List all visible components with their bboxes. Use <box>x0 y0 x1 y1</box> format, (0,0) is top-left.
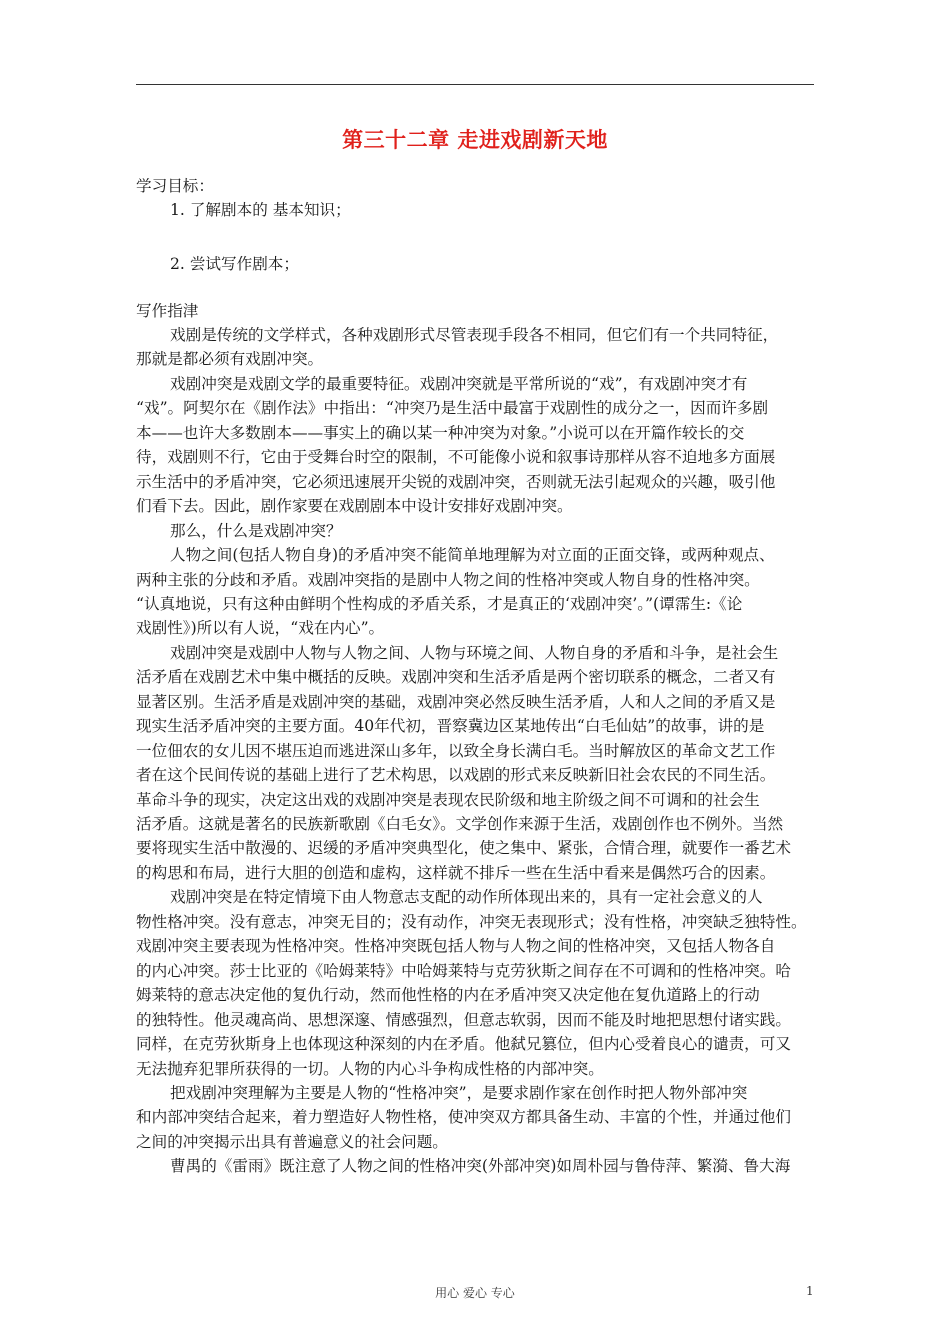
page-number: 1 <box>806 1284 814 1298</box>
paragraph-line: 那就是都必须有戏剧冲突。 <box>136 350 324 369</box>
paragraph-line: 示生活中的矛盾冲突，它必须迅速展开尖锐的戏剧冲突，否则就无法引起观众的兴趣，吸引他 <box>136 472 776 491</box>
guide-heading: 写作指津 <box>136 302 199 320</box>
objectives-heading: 学习目标： <box>136 177 214 195</box>
paragraph-line: “戏”。阿契尔在《剧作法》中指出：“冲突乃是生活中最富于戏剧性的成分之一，因而许多剧 <box>136 399 769 418</box>
paragraph-line: 和内部冲突结合起来，着力塑造好人物性格，使冲突双方都具备生动、丰富的个性，并通过他们 <box>136 1108 791 1127</box>
paragraph-line: 戏剧冲突是在特定情境下由人物意志支配的动作所体现出来的，具有一定社会意义的人 <box>170 888 763 907</box>
paragraph-line: 一位佃农的女儿因不堪压迫而逃进深山多年，以致全身长满白毛。当时解放区的革命文艺工作 <box>136 741 776 760</box>
paragraph-line: 活矛盾在戏剧艺术中集中概括的反映。戏剧冲突和生活矛盾是两个密切联系的概念，二者又有 <box>136 668 776 687</box>
paragraph-line: 戏剧是传统的文学样式，各种戏剧形式尽管表现手段各不相同，但它们有一个共同特征， <box>170 326 779 344</box>
objective-item: 2. 尝试写作剧本； <box>170 255 299 273</box>
paragraph-line: 戏剧性》)所以有人说，“戏在内心”。 <box>136 619 385 638</box>
paragraph-line: 戏剧冲突是戏剧文学的最重要特征。戏剧冲突就是平常所说的“戏”，有戏剧冲突才有 <box>170 374 748 393</box>
paragraph-line: “认真地说，只有这种由鲜明个性构成的矛盾关系，才是真正的‘戏剧冲突’。”(谭霈生:《论 <box>136 594 743 613</box>
footer-text: 用心 爱心 专心 <box>435 1286 515 1300</box>
chapter-title: 第三十二章 走进戏剧新天地 <box>342 127 608 152</box>
paragraph-line: 要将现实生活中散漫的、迟缓的矛盾冲突典型化，使之集中、紧张，合情合理，就要作一番艺术 <box>136 839 791 858</box>
paragraph-line: 两种主张的分歧和矛盾。戏剧冲突指的是剧中人物之间的性格冲突或人物自身的性格冲突。 <box>136 570 760 589</box>
paragraph-line: 那么，什么是戏剧冲突？ <box>170 521 342 540</box>
paragraph-line: 们看下去。因此，剧作家要在戏剧剧本中设计安排好戏剧冲突。 <box>136 497 573 516</box>
paragraph-line: 戏剧冲突主要表现为性格冲突。性格冲突既包括人物与人物之间的性格冲突，又包括人物各自 <box>136 937 776 956</box>
paragraph-line: 本——也许大多数剧本——事实上的确以某一种冲突为对象。”小说可以在开篇作较长的交 <box>136 423 745 442</box>
paragraph-line: 待，戏剧则不行，它由于受舞台时空的限制，不可能像小说和叙事诗那样从容不迫地多方面展 <box>136 448 776 467</box>
paragraph-line: 活矛盾。这就是著名的民族新歌剧《白毛女》。文学创作来源于生活，戏剧创作也不例外。当然 <box>136 815 784 833</box>
objective-item: 1. 了解剧本的 基本知识； <box>170 201 351 219</box>
paragraph-line: 显著区别。生活矛盾是戏剧冲突的基础，戏剧冲突必然反映生活矛盾，人和人之间的矛盾又是 <box>136 692 776 711</box>
paragraph-line: 物性格冲突。没有意志，冲突无目的；没有动作，冲突无表现形式；没有性格，冲突缺乏独特性。 <box>136 912 807 931</box>
paragraph-line: 把戏剧冲突理解为主要是人物的“性格冲突”，是要求剧作家在创作时把人物外部冲突 <box>170 1083 748 1102</box>
paragraph-line: 姆莱特的意志决定他的复仇行动，然而他性格的内在矛盾冲突又决定他在复仇道路上的行动 <box>136 986 760 1005</box>
paragraph-line: 的内心冲突。莎士比亚的《哈姆莱特》中哈姆莱特与克劳狄斯之间存在不可调和的性格冲突。哈 <box>136 961 791 980</box>
paragraph-line: 者在这个民间传说的基础上进行了艺术构思，以戏剧的形式来反映新旧社会农民的不同生活。 <box>136 766 776 785</box>
paragraph-line: 革命斗争的现实，决定这出戏的戏剧冲突是表现农民阶级和地主阶级之间不可调和的社会生 <box>136 790 760 809</box>
paragraph-line: 的独特性。他灵魂高尚、思想深邃、情感强烈，但意志软弱，因而不能及时地把思想付诸实践。 <box>136 1010 791 1029</box>
paragraph-line: 同样，在克劳狄斯身上也体现这种深刻的内在矛盾。他弑兄篡位，但内心受着良心的谴责，可又 <box>136 1035 791 1054</box>
paragraph-line: 现实生活矛盾冲突的主要方面。40年代初，晋察冀边区某地传出“白毛仙姑”的故事，讲的是 <box>136 717 765 736</box>
paragraph-line: 曹禺的《雷雨》既注意了人物之间的性格冲突(外部冲突)如周朴园与鲁侍萍、繁漪、鲁大海 <box>170 1157 791 1176</box>
paragraph-line: 戏剧冲突是戏剧中人物与人物之间、人物与环境之间、人物自身的矛盾和斗争，是社会生 <box>170 643 779 662</box>
paragraph-line: 无法抛弃犯罪所获得的一切。人物的内心斗争构成性格的内部冲突。 <box>136 1059 604 1078</box>
header-rule <box>136 84 814 85</box>
paragraph-line: 人物之间(包括人物自身)的矛盾冲突不能简单地理解为对立面的正面交锋，或两种观点、 <box>170 546 775 565</box>
paragraph-line: 之间的冲突揭示出具有普遍意义的社会问题。 <box>136 1132 448 1151</box>
paragraph-line: 的构思和布局，进行大胆的创造和虚构，这样就不排斥一些在生活中看来是偶然巧合的因素。 <box>136 863 776 882</box>
